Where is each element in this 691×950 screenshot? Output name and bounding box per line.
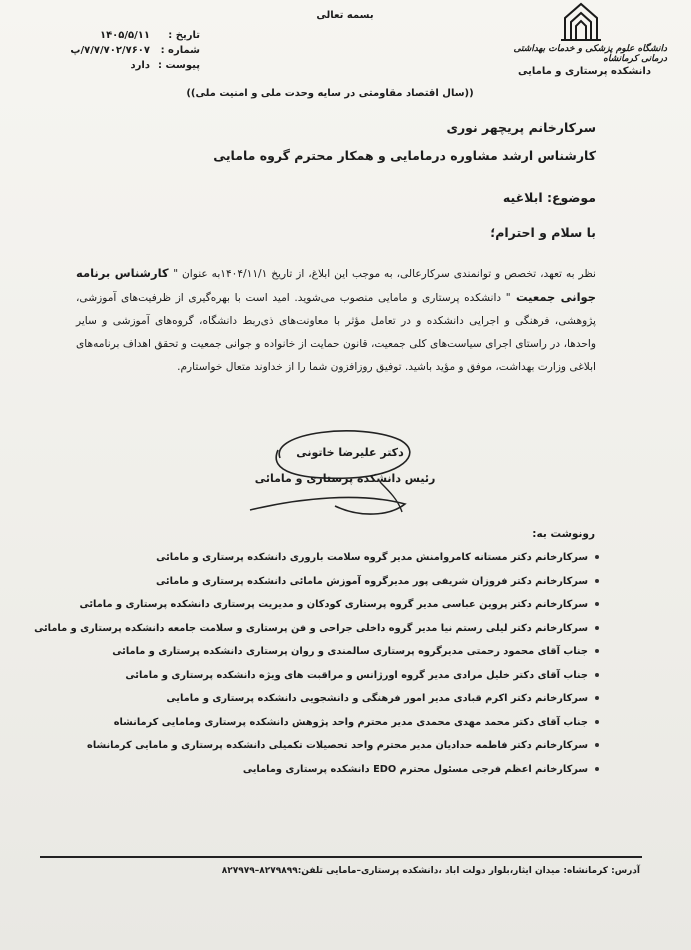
- signatory-name: دکتر علیرضا خاتونی: [296, 446, 404, 459]
- bullet-icon: [595, 673, 599, 677]
- number-row: [30, 43, 200, 58]
- signature-scribble: [240, 420, 440, 520]
- cc-item: [125, 664, 599, 688]
- cc-item-text: سرکارخانم دکتر اکرم قبادی مدیر امور فرهنگی و دانشجویی دانشکده پرستاری و مامایی: [166, 693, 588, 704]
- cc-item-text: جناب آقای دکتر خلیل مرادی مدیر گروه اورژانس و مراقبت های ویژه دانشکده پرستاری و مامائی: [125, 669, 588, 681]
- date-row: [30, 28, 200, 43]
- cc-item: [34, 617, 599, 641]
- number-value: ۷/۷/۷۰۲/۷۶۰۷/پ: [70, 45, 150, 56]
- basmala: بسمه تعالی: [316, 10, 374, 21]
- cc-item: [87, 734, 599, 758]
- cc-item: [179, 758, 599, 782]
- letter-meta: [30, 28, 200, 73]
- year-slogan: ((سال اقتصاد مقاومتی در سایه وحدت ملی و امنیت ملی)): [186, 88, 474, 99]
- cc-label: رونوشت به:: [532, 528, 595, 540]
- bullet-icon: [595, 696, 599, 700]
- bullet-icon: [595, 602, 599, 606]
- recipient-name: سرکارخانم پریچهر نوری: [446, 120, 596, 135]
- cc-item: [156, 546, 599, 570]
- cc-item-text: جناب آقای دکتر محمد مهدی محمدی مدیر محترم واحد پژوهش دانشکده پرستاری ومامایی کرمانشاه: [113, 716, 588, 728]
- letter-body: [76, 262, 596, 379]
- cc-item: [113, 711, 599, 735]
- attachment-label: پیوست :: [157, 60, 200, 71]
- footer-divider: [40, 856, 642, 858]
- signatory-title: رئیس دانشکده پرستاری و مامائی: [254, 472, 436, 485]
- bullet-icon: [595, 555, 599, 559]
- number-label: شماره :: [160, 45, 200, 56]
- cc-item-text: سرکارخانم اعظم فرجی مسئول محترم EDO دانشکده پرستاری ومامایی: [242, 763, 588, 775]
- cc-item: [79, 593, 599, 617]
- faculty-name: دانشکده پرستاری و مامایی: [518, 66, 651, 77]
- attachment-value: دارد: [130, 60, 150, 71]
- subject-line: موضوع: ابلاغیه: [502, 190, 596, 205]
- bullet-icon: [595, 767, 599, 771]
- body-part-1: نظر به تعهد، تخصص و توانمندی سرکارعالی، به موجب این ابلاغ، از تاریخ ۱۴۰۴/۱۱/۱به عنوان ": [173, 268, 597, 280]
- date-value: ۱۴۰۵/۵/۱۱: [99, 30, 150, 41]
- cc-item-text: سرکارخانم دکتر مستانه کامروامنش مدیر گروه سلامت باروری دانشکده پرستاری و مامائی: [156, 552, 588, 563]
- bullet-icon: [595, 743, 599, 747]
- bullet-icon: [595, 626, 599, 630]
- cc-list: [34, 546, 599, 781]
- cc-item-text: سرکارخانم دکتر فاطمه حدادیان مدیر محترم واحد تحصیلات تکمیلی دانشکده پرستاری و مامایی کرمانشاه: [87, 740, 588, 751]
- attachment-row: [30, 58, 200, 73]
- bullet-icon: [595, 579, 599, 583]
- footer-address: آدرس: کرمانشاه: میدان ایثار،بلوار دولت اباد ،دانشکده پرستاری–مامایی تلفن:۸۲۷۹۸۹۹–۸۲۷۹۷۹: [221, 866, 640, 876]
- bullet-icon: [595, 649, 599, 653]
- cc-item: [156, 570, 599, 594]
- cc-item-text: سرکارخانم دکتر پروین عباسی مدیر گروه پرستاری کودکان و مدیریت پرستاری دانشکده پرستاری و مامائی: [79, 599, 588, 610]
- cc-item: [112, 640, 599, 664]
- date-label: تاریخ :: [168, 30, 200, 41]
- university-name: دانشگاه علوم پزشکی و خدمات بهداشتی درمانی کرمانشاه: [513, 44, 667, 64]
- cc-item-text: جناب آقای محمود رحمتی مدیرگروه پرستاری سالمندی و روان پرستاری دانشکده پرستاری و مامائی: [112, 646, 588, 657]
- university-logo-icon: [559, 0, 603, 42]
- body-part-2: " دانشکده پرستاری و مامایی منصوب می‌شوید. امید است با بهره‌گیری از ظرفیت‌های آموزشی، پژوهشی، فرهنگی و اجرایی دانشکده و در تعامل مؤثر با معاونت‌های ذی‌ربط دانشگاه، گروه‌های آموزشی و سایر واحدها، در راستای اجرای سیاست‌های کلی جمعیت، قانون حمایت از خانواده و جوانی جمعیت و تحقق اهداف برنامه‌های ابلاغی وزارت بهداشت، موفق و مؤید باشید. توفیق روزافزون شما را از خداوند متعال خواستارم.: [76, 292, 596, 373]
- cc-item-text: سرکارخانم دکتر فروزان شریفی پور مدیرگروه آموزش مامائی دانشکده پرستاری و مامائی: [156, 575, 588, 587]
- body-bold-title: کارشناس برنامه جوانی جمعیت: [76, 266, 597, 304]
- cc-item-text: سرکارخانم دکتر لیلی رستم نیا مدیر گروه داخلی جراحی و فن پرستاری و سلامت جامعه دانشکده پرستاری و مامائی: [34, 622, 588, 634]
- cc-item: [166, 687, 599, 711]
- greeting: با سلام و احترام؛: [490, 225, 596, 240]
- bullet-icon: [595, 720, 599, 724]
- recipient-title: کارشناس ارشد مشاوره درمامایی و همکار محترم گروه مامایی: [213, 148, 596, 163]
